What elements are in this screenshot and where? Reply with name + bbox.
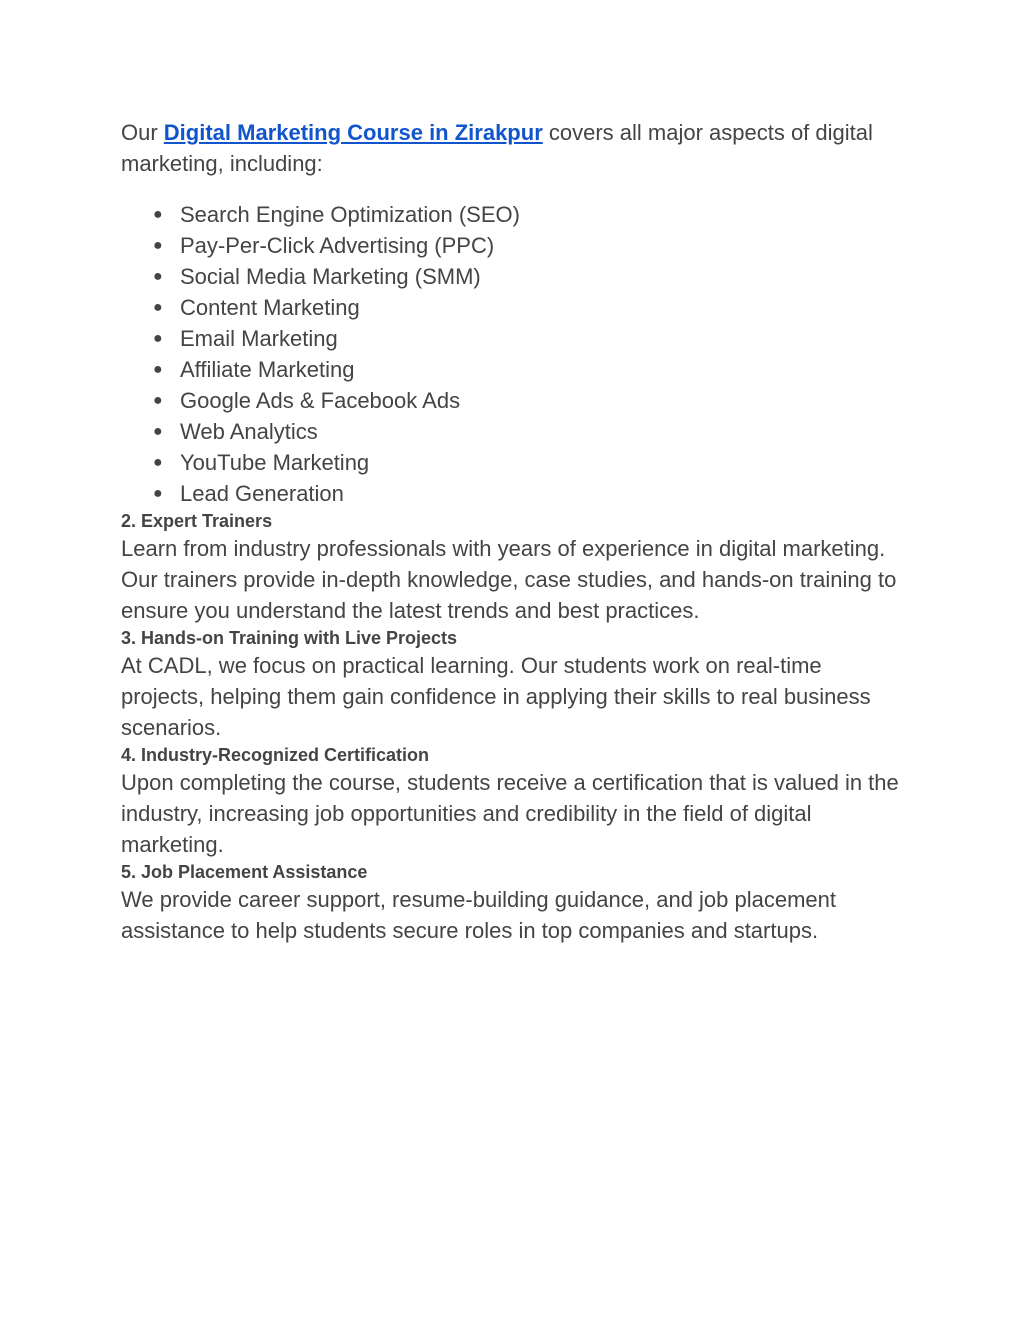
section-body-expert-trainers: Learn from industry professionals with years of experience in digital marketing. Our trainers provide in-depth knowledge, case studies, and hands-on training to ensure you understand the latest trends and best practices. bbox=[121, 536, 897, 623]
bullet-icon: ● bbox=[153, 330, 163, 347]
intro-prefix: Our bbox=[121, 120, 164, 145]
list-item bbox=[121, 323, 901, 354]
document-page bbox=[121, 117, 901, 946]
bullet-icon: ● bbox=[153, 299, 163, 316]
list-item bbox=[121, 385, 901, 416]
list-item bbox=[121, 354, 901, 385]
section-heading-live-projects: 3. Hands-on Training with Live Projects bbox=[121, 628, 458, 648]
list-item-label: Affiliate Marketing bbox=[180, 357, 355, 382]
bullet-icon: ● bbox=[153, 361, 163, 378]
bullet-icon: ● bbox=[153, 237, 163, 254]
bullet-icon: ● bbox=[153, 423, 163, 440]
list-item-label: Email Marketing bbox=[180, 326, 338, 351]
intro-paragraph bbox=[121, 117, 901, 179]
list-item-label: Web Analytics bbox=[180, 419, 318, 444]
list-item bbox=[121, 447, 901, 478]
section-body-certification: Upon completing the course, students receive a certification that is valued in the industry, increasing job opportunities and credibility in the field of digital marketing. bbox=[121, 770, 899, 857]
list-item-label: YouTube Marketing bbox=[180, 450, 370, 475]
intro-suffix: covers all major aspects of digital marketing, including: bbox=[121, 120, 873, 176]
list-item-label: Lead Generation bbox=[180, 481, 344, 506]
list-item bbox=[121, 416, 901, 447]
list-item bbox=[121, 478, 901, 509]
list-item-label: Social Media Marketing (SMM) bbox=[180, 264, 481, 289]
list-item-label: Google Ads & Facebook Ads bbox=[180, 388, 461, 413]
section-heading-expert-trainers: 2. Expert Trainers bbox=[121, 511, 273, 531]
list-item bbox=[121, 292, 901, 323]
list-item-label: Content Marketing bbox=[180, 295, 360, 320]
list-item bbox=[121, 230, 901, 261]
list-item bbox=[121, 261, 901, 292]
section-body-job-placement: We provide career support, resume-building guidance, and job placement assistance to help students secure roles in top companies and startups. bbox=[121, 887, 837, 943]
list-item-label: Search Engine Optimization (SEO) bbox=[180, 202, 520, 227]
bullet-icon: ● bbox=[153, 392, 163, 409]
list-item bbox=[121, 199, 901, 230]
bullet-icon: ● bbox=[153, 454, 163, 471]
bullet-icon: ● bbox=[153, 268, 163, 285]
bullet-icon: ● bbox=[153, 485, 163, 502]
section-body-live-projects: At CADL, we focus on practical learning. Our students work on real-time projects, helping them gain confidence in applying their skills to real business scenarios. bbox=[121, 653, 871, 740]
section-heading-job-placement: 5. Job Placement Assistance bbox=[121, 862, 368, 882]
list-item-label: Pay-Per-Click Advertising (PPC) bbox=[180, 233, 495, 258]
course-link[interactable]: Digital Marketing Course in Zirakpur bbox=[163, 120, 543, 145]
bullet-icon: ● bbox=[153, 206, 163, 223]
section-heading-certification: 4. Industry-Recognized Certification bbox=[121, 745, 430, 765]
topics-list bbox=[121, 199, 901, 509]
